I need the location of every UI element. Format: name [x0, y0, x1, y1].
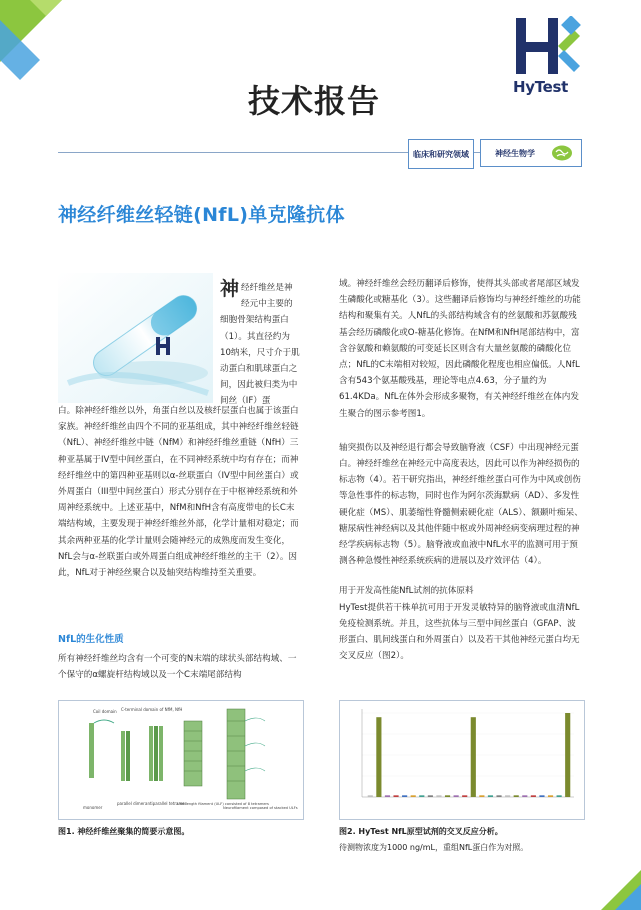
corner-decoration	[0, 0, 70, 80]
chart-bar	[445, 795, 450, 797]
chart-bar	[393, 795, 398, 797]
dropcap: 神	[220, 278, 240, 300]
cross-reactivity-chart	[340, 701, 584, 819]
label-ulf: Unit-length filament (ULF) consisted of 8 tetramers	[177, 802, 269, 806]
section-biochem-text: 所有神经纤维丝均含有一个可变的N末端的球状头部结构域、一个保守的α螺旋杆结构域以及一个C末端尾部结构	[58, 654, 297, 681]
tag-clinical-research: 临床和研究领域	[408, 139, 474, 169]
monomer-shape	[89, 723, 94, 778]
right-para-2: 轴突损伤以及神经退行都会导致脑脊液（CSF）中出现神经元蛋白。神经纤维丝在神经元中高度表达，因此可以作为神经损伤的标志物（4）。若干研究指出，神经纤维丝蛋白可作为中风或创伤等急性事件的标志物，同时也作为阿尔茨海默病（AD）、多发性硬化症（MS）、肌萎缩性脊髓侧索硬化症（ALS）、额颞叶痴呆、糖尿病性神经病以及其他伴随中枢或外周神经病变病理过程的神经学疾病标志物（5）。脑脊液或血液中NfL水平的监测可用于预测各种急慢性神经系统疾病的进展以及疗效评估（4）。	[339, 442, 583, 567]
chart-bar	[462, 795, 467, 797]
tetramer-shape-c	[159, 726, 163, 781]
tetramer-shape-b	[154, 726, 158, 781]
report-title: 技术报告	[248, 82, 381, 120]
chart-bar	[385, 795, 390, 797]
label-c-terminal: C-terminal domain of NfM, NfH	[121, 707, 183, 712]
chart-bar	[402, 795, 407, 797]
label-neurofilament: Neurofilament composed of stacked ULFs	[223, 806, 298, 810]
right-para-1: 域。神经纤维丝会经历翻译后修饰，使得其头部或者尾部区域发生磷酸化或糖基化（3）。这些翻译后修饰均与神经纤维丝的功能结构和聚集有关。人NfL的头部结构域含有的丝氨酸和苏氨酸残基会经历磷酸化或O-糖基化修饰。在NfM和NfH尾部结构中，富含谷氨酸和赖氨酸的可变延长区则含有大量丝氨酸的磷酸化位点；NfL的C末端相对较短，因此磷酸化程度也相应偏低。人NfL含有543个氨基酸残基，理论等电点4.63，分子量约为61.4KDa。NfL在体外会形成多聚物，有关神经纤维丝在体内发生聚合的图示参考图1。	[339, 279, 581, 419]
chart-bar	[496, 795, 501, 797]
ulf-shape	[184, 721, 202, 786]
chart-bar	[368, 795, 373, 797]
chart-bar	[488, 795, 493, 797]
chart-bar	[479, 795, 484, 797]
intro-upper-text: 经纤维丝是神经元中主要的细胞骨架结构蛋白（1）。其直径约为10纳米，尺寸介于肌动蛋白和肌球蛋白之间，因此被归类为中间丝（IF）蛋	[220, 283, 300, 407]
chart-bar	[514, 795, 519, 797]
figure-1-diagram	[59, 701, 303, 819]
intro-upper	[220, 280, 300, 410]
label-coil-domain: Coil domain	[93, 709, 117, 714]
chart-bar	[539, 795, 544, 797]
intro-lower: 白。除神经纤维丝以外，角蛋白丝以及核纤层蛋白也属于该蛋白家族。神经纤维丝由四个不同的亚基组成，其中神经纤维丝轻链（NfL）、神经纤维丝中链（NfM）和神经纤维丝重链（NfH）三种亚基属于IV型中间丝蛋白，在不同神经系统中均有存在；而神经纤维丝中的第四种亚基则以α-丝联蛋白（IV型中间丝蛋白）或外周蛋白（III型中间丝蛋白）形式分别存在于中枢神经系统和外周神经系统中。上述亚基中，NfM和NfH含有高度带电的长C末端结构域，主要发现于神经纤维丝外部，化学计量相对稳定；而其余两种亚基的化学计量则会随神经元的成熟度而发生变化，NfL会与α-丝联蛋白或外周蛋白组成神经纤维丝的主干（2）。因此，NfL对于神经丝聚合以及轴突结构维持至关重要。	[58, 406, 299, 579]
chart-bar	[548, 795, 553, 797]
figure-1-caption: 图1. 神经纤维丝聚集的简要示意图。	[58, 827, 190, 836]
label-tetramer: antiparallel tetramer	[145, 801, 187, 806]
corner-decoration-bottom	[581, 870, 641, 910]
chart-bar	[531, 795, 536, 797]
neurofilament-shape	[227, 709, 245, 799]
chart-bar	[419, 795, 424, 797]
test-tube-photo	[58, 273, 213, 403]
tetramer-shape-a	[149, 726, 153, 781]
chart-bar	[471, 717, 476, 797]
monomer-tail	[94, 720, 114, 723]
brand-name: HyTest	[513, 78, 569, 96]
figure-2	[339, 700, 585, 820]
right-heading-3: 用于开发高性能NfL试剂的抗体原料	[339, 586, 474, 597]
chart-bar	[454, 795, 459, 797]
figure-2-caption: 图2. HyTest NfL原型试剂的交叉反应分析。	[339, 827, 503, 836]
label-monomer: monomer	[83, 805, 103, 810]
chart-bar	[436, 795, 441, 797]
figure-1	[58, 700, 304, 820]
label-dimer: parallel dimer	[117, 801, 145, 806]
right-column	[339, 276, 583, 664]
chart-bar	[376, 717, 381, 797]
tag-neurobiology-label: 神经生物学	[495, 148, 535, 158]
chart-bar	[557, 795, 562, 797]
chart-bar	[411, 795, 416, 797]
brain-icon	[551, 144, 573, 162]
right-para-3: HyTest提供若干株单抗可用于开发灵敏特异的脑脊液或血清NfL免疫检测系统。并且，这些抗体与三型中间丝蛋白（GFAP、波形蛋白、肌间线蛋白和外周蛋白）以及若干其他神经元蛋白均无交叉反应（图2）。	[339, 602, 580, 662]
figure-2-note: 待测物浓度为1000 ng/mL，重组NfL蛋白作为对照。	[339, 843, 529, 852]
dimer-shape-b	[126, 731, 130, 781]
section-heading-biochem: NfL的生化性质	[58, 634, 124, 645]
tag-neurobiology	[480, 139, 582, 167]
chart-bar	[505, 795, 510, 797]
neurofilament-tails	[245, 718, 265, 771]
chart-bar	[428, 795, 433, 797]
dimer-shape-a	[121, 731, 125, 781]
chart-bar	[522, 795, 527, 797]
chart-bar	[565, 713, 570, 797]
document-title: 神经纤维丝轻链(NfL)单克隆抗体	[58, 204, 345, 226]
